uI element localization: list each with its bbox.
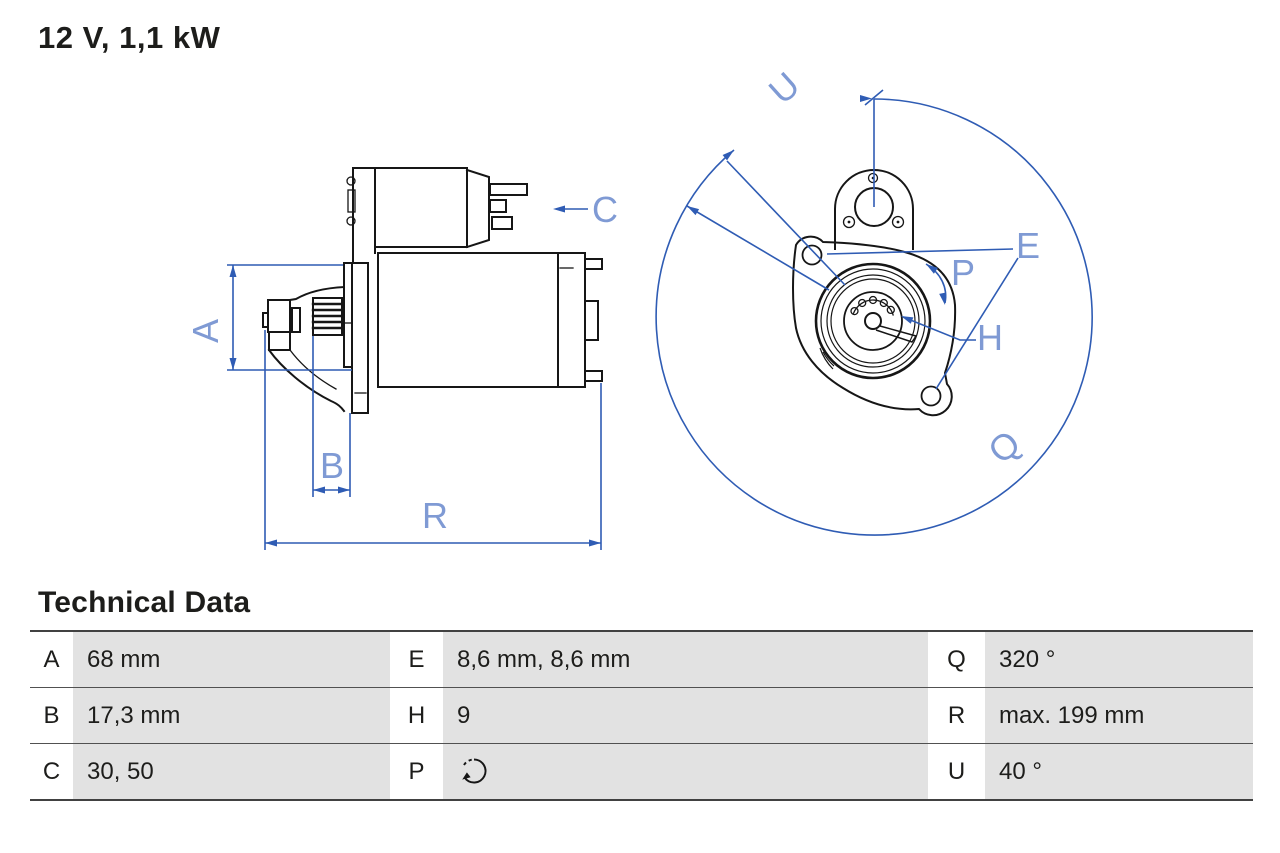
param-value: 8,6 mm, 8,6 mm xyxy=(443,632,928,687)
param-letter: B xyxy=(30,688,73,743)
param-letter: E xyxy=(390,632,443,687)
param-value: 68 mm xyxy=(73,632,390,687)
param-value: 320 ° xyxy=(985,632,1253,687)
dim-label-B: B xyxy=(320,445,345,486)
rotation-direction-icon xyxy=(457,755,491,789)
dim-label-R: R xyxy=(422,495,448,536)
side-view-dimensions xyxy=(227,209,601,550)
table-row xyxy=(30,632,1253,688)
param-value: 17,3 mm xyxy=(73,688,390,743)
table-row xyxy=(30,688,1253,744)
param-value: 9 xyxy=(443,688,928,743)
side-view xyxy=(263,168,602,413)
dim-label-E: E xyxy=(1016,225,1041,266)
param-letter: C xyxy=(30,744,73,799)
param-value: max. 199 mm xyxy=(985,688,1253,743)
param-letter: R xyxy=(928,688,985,743)
param-letter: Q xyxy=(928,632,985,687)
param-letter: U xyxy=(928,744,985,799)
param-value xyxy=(443,744,928,799)
dim-label-C: C xyxy=(592,189,618,230)
table-row xyxy=(30,744,1253,801)
param-value: 40 ° xyxy=(985,744,1253,799)
technical-data-table xyxy=(30,630,1253,801)
param-value: 30, 50 xyxy=(73,744,390,799)
dim-label-P: P xyxy=(951,252,976,293)
dim-label-A: A xyxy=(185,318,226,344)
param-letter: H xyxy=(390,688,443,743)
param-letter: P xyxy=(390,744,443,799)
side-view-arrowheads xyxy=(230,206,602,547)
dim-label-H: H xyxy=(977,317,1003,358)
param-letter: A xyxy=(30,632,73,687)
section-heading: Technical Data xyxy=(38,586,251,619)
dim-label-U: U xyxy=(760,63,808,112)
dim-label-Q: Q xyxy=(980,422,1029,472)
page-title: 12 V, 1,1 kW xyxy=(38,20,221,55)
spline-shaft xyxy=(313,298,342,335)
